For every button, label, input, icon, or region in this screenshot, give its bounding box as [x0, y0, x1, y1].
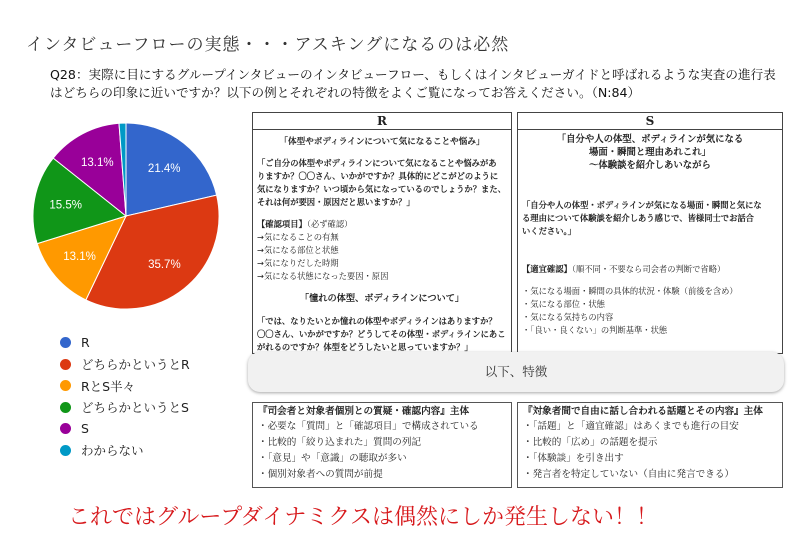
example-panel-s	[517, 112, 783, 354]
features-r-item: ・必要な「質問」と「確認項目」で構成されている	[258, 421, 479, 432]
panel-s-topic-line: ～体験談を紹介しあいながら	[589, 160, 711, 171]
legend-item-unknown	[60, 440, 190, 462]
legend-label: どちらかというとR	[81, 357, 190, 373]
legend-item-rather-s	[60, 397, 190, 419]
panel-s-check-item: ・気になる部位・状態	[522, 299, 605, 309]
legend-item-rather-r	[60, 354, 190, 376]
panel-s-check-heading	[522, 263, 725, 275]
features-s-item: ・比較的「広め」の話題を提示	[523, 437, 658, 448]
panel-r-check-note: （必ず確認）	[306, 219, 353, 229]
closing-statement: これではグループダイナミクスは偶然にしか発生しない！！	[68, 505, 659, 530]
page-title: インタビューフローの実態・・・アスキングになるのは必然	[26, 35, 510, 55]
panel-s-check-label: 【適宜確認】	[522, 264, 572, 274]
pie-slice-label: 21.4%	[147, 162, 181, 175]
panel-r-check-label: 【確認項目】	[257, 219, 307, 229]
panel-r-question-line: がれるのですか？体型をどうしたいと思っていますか？」	[257, 342, 473, 352]
features-box-s	[517, 402, 783, 488]
legend-label: R	[81, 335, 90, 351]
panel-s-topic-line: 「自分や人の体型、ボディラインが気になる	[556, 134, 744, 145]
legend-swatch-r	[60, 337, 71, 348]
panel-r-topic-2: 「憧れの体型、ボディラインについて」	[299, 293, 465, 304]
pie-chart	[28, 118, 224, 314]
survey-question: Q28：実際に目にするグループインタビューのインタビューフロー、もしくはインタビューガイドと呼ばれるような実査の進行表はどちらの印象に近いですか？以下の例とそれぞれの特徴をよくご覧になってお答えください。（N:84）	[50, 67, 776, 100]
features-divider: 以下、特徴	[248, 352, 784, 392]
features-r-item: ・比較的「絞り込まれた」質問の列記	[258, 437, 422, 448]
features-box-r	[252, 402, 512, 488]
pie-slice-label: 15.5%	[49, 199, 82, 212]
pie-slice-label: 13.1%	[63, 251, 96, 264]
panel-s-check-item: ・気になる気持ちの内容	[522, 312, 614, 322]
features-s-item: ・発言者を特定していない（自由に発言できる）	[523, 469, 735, 480]
panel-s-check-note: （順不同・不要なら司会者の判断で省略）	[571, 264, 726, 274]
features-r-title: 『司会者と対象者個別との質疑・確認内容』主体	[258, 406, 470, 417]
panel-r-question-line: それは何が要因・原因だと思いますか？」	[257, 197, 415, 207]
panel-r-topic-1: 「体型やボディラインについて気になることや悩み」	[279, 137, 485, 147]
panel-s-question-line: る理由について体験談を紹介しあう感じで、皆様同士でお話合	[522, 213, 754, 223]
panel-r-header: R	[253, 113, 511, 130]
legend-swatch-s	[60, 423, 71, 434]
legend-swatch-half	[60, 380, 71, 391]
panel-r-check-item: →気になる部位と状態	[257, 245, 339, 255]
example-panel-r	[252, 112, 512, 354]
panel-r-question-line: 「ご自分の体型やボディラインについて気になることや悩みがあ	[257, 158, 497, 168]
panel-r-question-line: 「では、なりたいとか憧れの体型やボディラインはありますか？	[257, 316, 497, 326]
legend-label: RとS半々	[81, 378, 136, 394]
panel-r-check-item: →気になる状態になった要因・原因	[257, 271, 389, 281]
panel-r-question-line: りますか？〇〇さん、いかがですか？具体的にどこがどのように	[257, 171, 499, 181]
features-r-item: ・個別対象者への質問が前提	[258, 469, 383, 480]
panel-r-check-item: →気になることの有無	[257, 232, 339, 242]
legend-label: どちらかというとS	[81, 400, 189, 416]
legend-item-r	[60, 332, 190, 354]
panel-r-check-item: →気になりだした時期	[257, 258, 339, 268]
legend-item-s	[60, 418, 190, 440]
legend-swatch-rather-s	[60, 402, 71, 413]
pie-slice-label: 13.1%	[80, 156, 114, 169]
panel-r-check-heading	[257, 218, 352, 230]
legend-item-half	[60, 375, 190, 397]
pie-slice-label: 35.7%	[148, 258, 181, 271]
panel-s-check-item: ・気になる場面・瞬間の具体的状況・体験（前後を含め）	[522, 286, 738, 296]
features-s-title: 『対象者間で自由に話し合われる話題とその内容』主体	[523, 406, 763, 417]
legend-label: S	[81, 421, 89, 437]
panel-r-question-line: 気になりますか？いつ頃から気になっているのでしょうか？また、	[257, 184, 506, 194]
legend-label: わからない	[81, 443, 144, 459]
panel-s-question-line: いください。」	[522, 226, 576, 236]
features-r-item: ・「意見」や「意識」の聴取が多い	[258, 453, 407, 464]
panel-r-question-line: 〇〇さん、いかがですか？どうしてその体型・ボディラインにあこ	[257, 329, 506, 339]
chart-legend	[60, 332, 190, 461]
panel-s-topic-line: 場面・瞬間と理由あれこれ」	[589, 147, 711, 158]
legend-swatch-unknown	[60, 445, 71, 456]
features-s-item: ・「話題」と「適宜確認」はあくまでも進行の目安	[523, 421, 739, 432]
panel-s-check-item: ・「良い・良くない」の判断基準・状態	[522, 325, 668, 335]
legend-swatch-rather-r	[60, 359, 71, 370]
features-s-item: ・「体験談」を引き出す	[523, 453, 624, 464]
panel-s-header: S	[518, 113, 782, 130]
panel-s-question-line: 「自分や人の体型・ボディラインが気になる場面・瞬間と気にな	[522, 200, 762, 210]
